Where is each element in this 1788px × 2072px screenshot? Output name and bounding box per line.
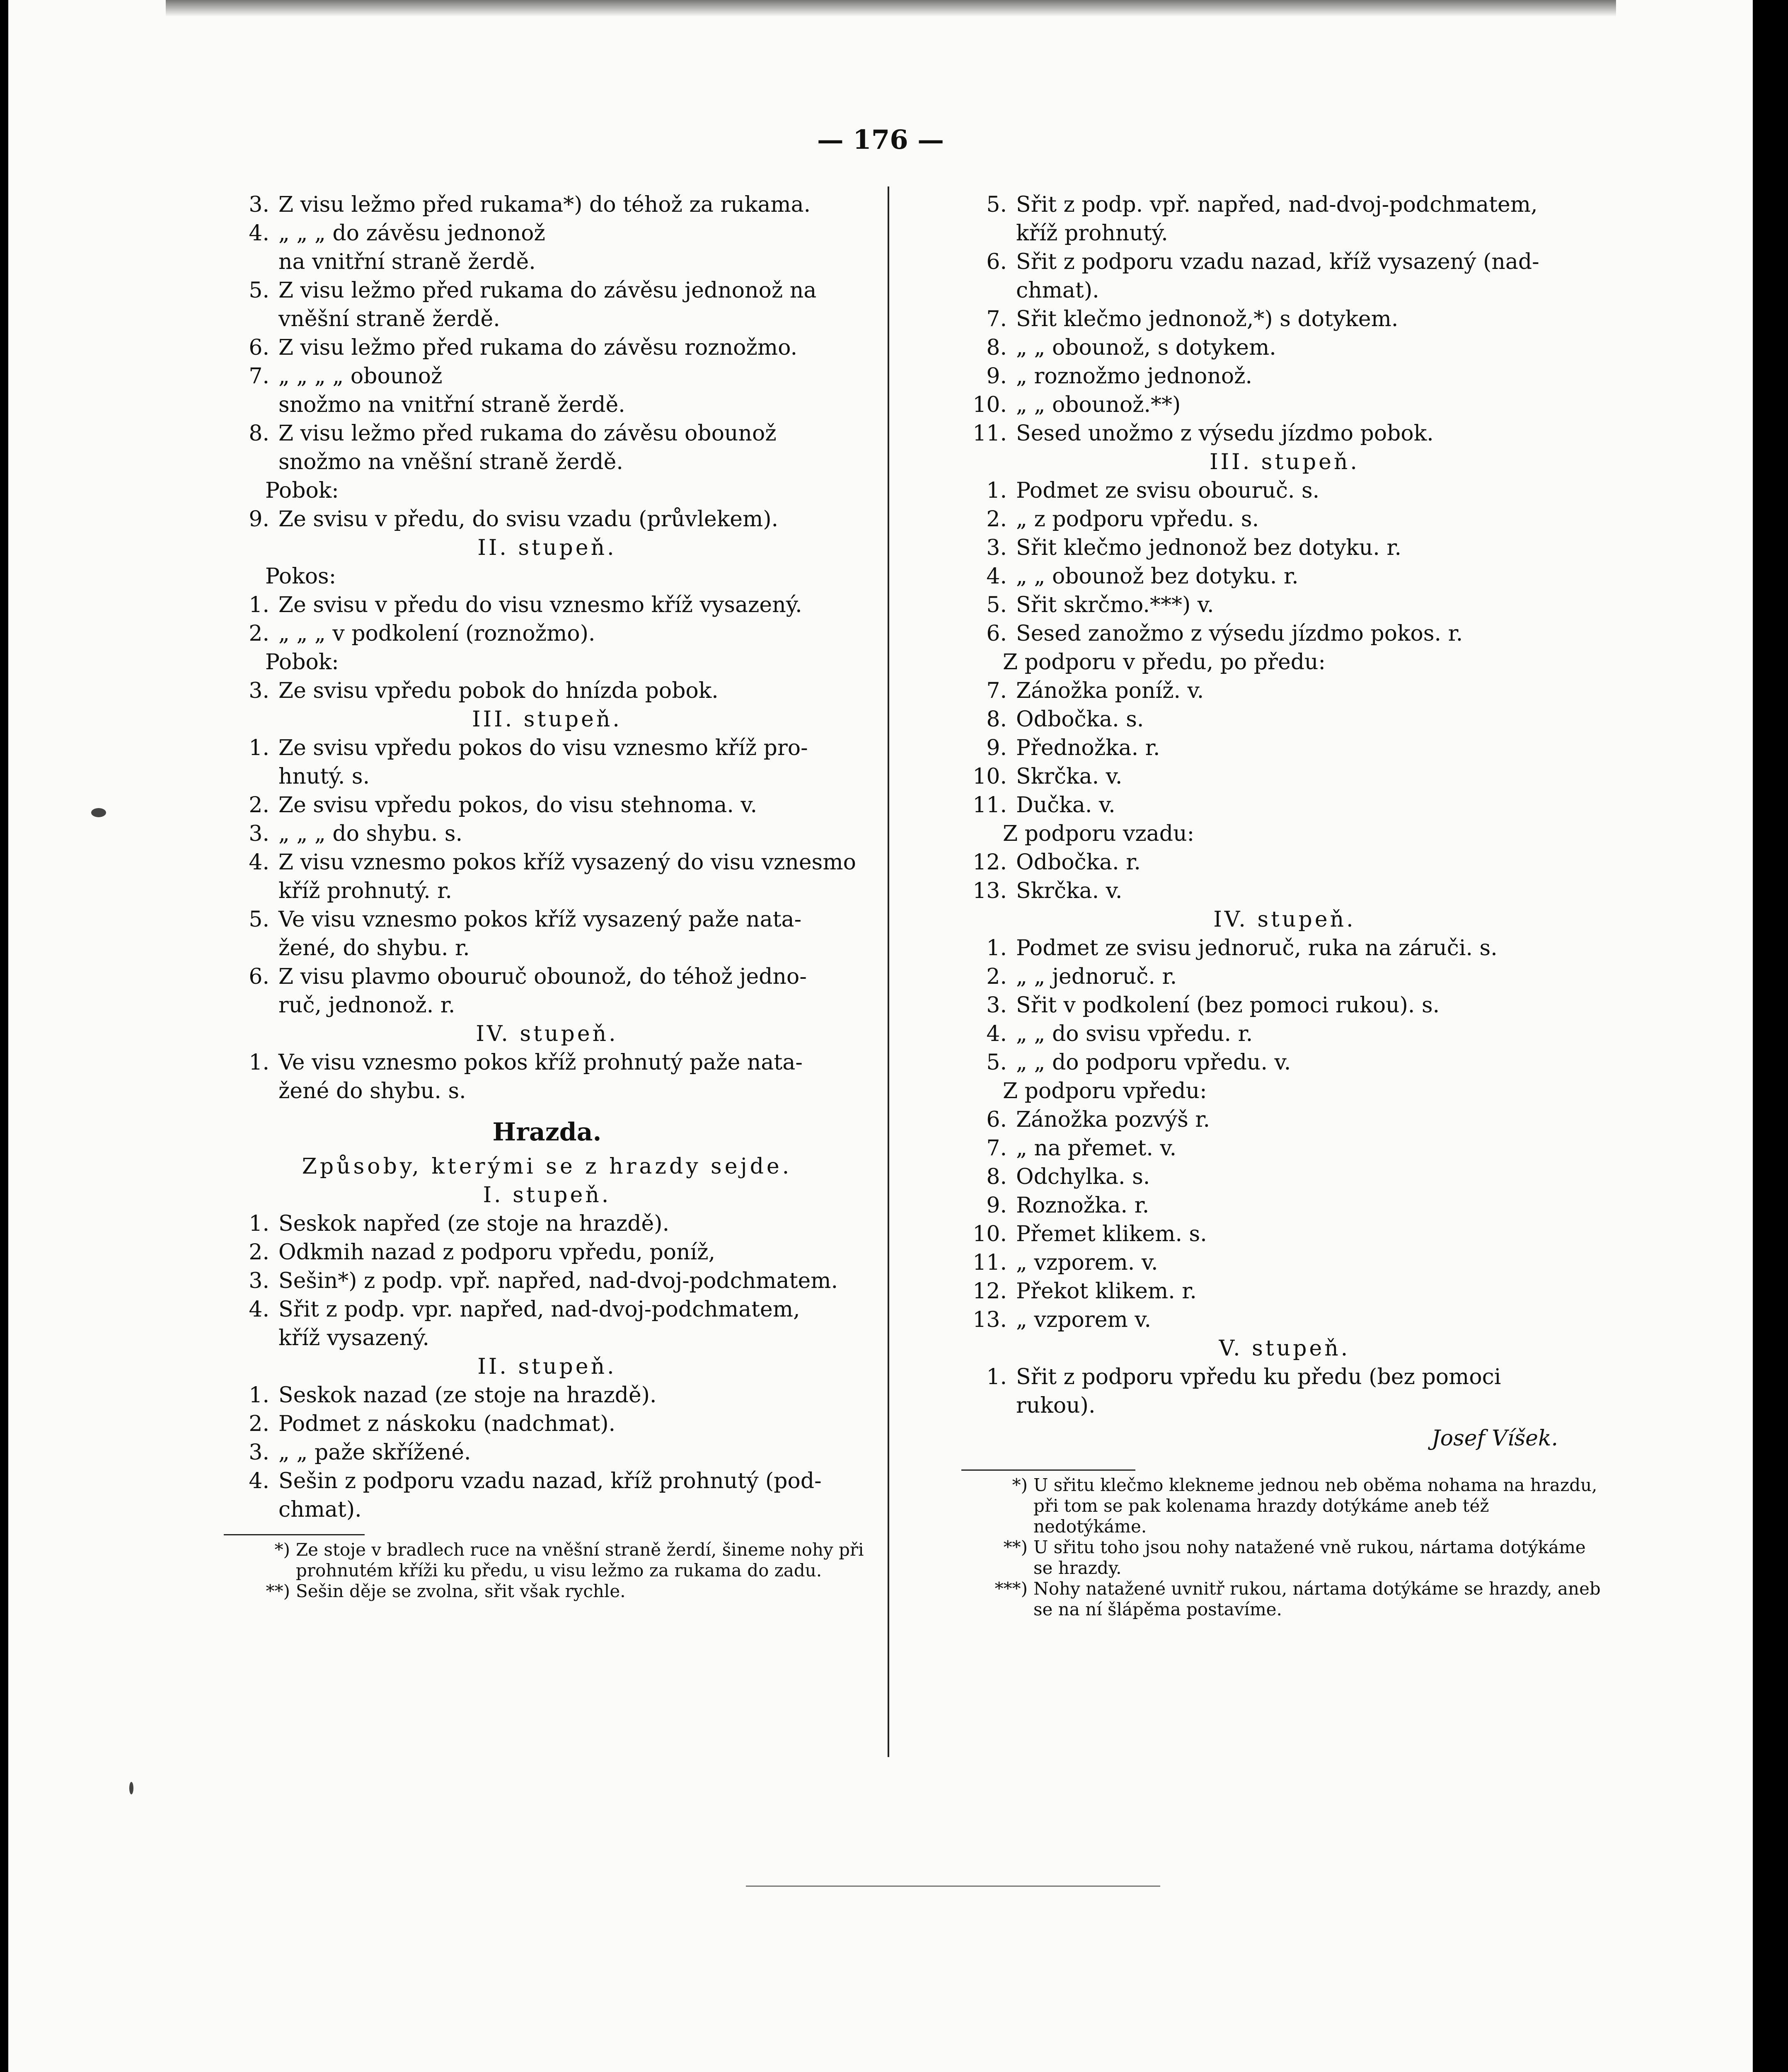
list-item [224,1410,870,1438]
ink-smudge [91,808,106,817]
item-number: 6. [986,1107,1007,1132]
item-number: 1. [249,1211,269,1236]
item-number [961,276,1016,305]
item-text: Odbočka. s. [1016,707,1144,732]
item-text: Sešin*) z podp. vpř. napřed, nad-dvoj-podchmatem. [278,1268,838,1293]
list-section [224,191,870,477]
item-text: Ze svisu v předu do visu vznesmo kříž vysazený. [278,593,802,617]
list-section [224,1048,870,1106]
footnotes [961,1475,1608,1620]
item-text: „ roznožmo jednonož. [1016,364,1253,389]
list-item [961,677,1608,705]
footnote-text: Ze stoje v bradlech ruce na vněšní straně žerdí, šineme nohy při prohnutém kříži ku předu, u visu ležmo za rukama do zadu. [296,1539,864,1581]
item-text: Podmet ze svisu jednoruč, ruka na záruči. s. [1016,936,1498,961]
section-label: Pobok: [265,650,339,675]
item-number: 2. [986,964,1007,989]
item-number: 1. [986,936,1007,961]
footnote [961,1578,1608,1620]
item-text: Skrčka. v. [1016,764,1123,789]
item-text: Ve visu vznesmo pokos kříž prohnutý paže nata- [278,1050,803,1075]
item-text: Sřit z podp. vpr. napřed, nad-dvoj-podchmatem, [278,1297,800,1322]
page [8,0,1753,2072]
item-number: 6. [986,621,1007,646]
list-section [224,677,870,705]
list-item [224,219,870,248]
item-number: 8. [986,707,1007,732]
item-text: Sešin z podporu vzadu nazad, kříž prohnutý (pod- [278,1469,822,1493]
column-divider [888,186,889,1757]
item-text: Sřit z podporu vzadu nazad, kříž vysazený (nad- [1016,249,1539,274]
item-number: 3. [986,535,1007,560]
list-item [961,734,1608,762]
item-text: chmat). [278,1497,362,1522]
list-section [961,934,1608,1077]
section-heading: III. stupeň. [1210,450,1360,474]
item-text: „ „ „ do závěsu jednonož [278,221,545,246]
item-text: Dučka. v. [1016,793,1115,818]
list-item [224,820,870,848]
item-number: 10. [973,764,1007,789]
list-item [961,1134,1608,1163]
item-number: 1. [986,478,1007,503]
footnote [224,1539,870,1581]
list-item [224,620,870,648]
item-number: 1. [249,736,269,760]
footnote-marker: *) [274,1539,290,1560]
list-item [224,991,870,1020]
list-item [961,1277,1608,1306]
item-text: Ze svisu vpředu pokos, do visu stehnoma. v. [278,793,757,818]
footnote-marker: **) [1003,1537,1028,1557]
item-text: Skrčka. v. [1016,879,1123,903]
list-item [224,1048,870,1077]
item-text: „ vzporem v. [1016,1307,1152,1332]
item-number [224,248,278,276]
item-text: „ „ paže skřížené. [278,1440,471,1465]
footnote [961,1537,1608,1578]
item-text: Odkmih nazad z podporu vpředu, poníž, [278,1240,716,1265]
item-text: „ „ obounož, s dotykem. [1016,335,1276,360]
item-text: Odbočka. r. [1016,850,1141,875]
list-item [961,219,1608,248]
item-text: Sesed unožmo z výsedu jízdmo pobok. [1016,421,1434,446]
item-number: 7. [249,364,269,389]
item-text: kříž prohnutý. [1016,221,1168,246]
item-text: Sřit klečmo jednonož,*) s dotykem. [1016,307,1398,332]
chapter-subtitle: Způsoby, kterými se z hrazdy sejde. [302,1154,792,1179]
list-section [961,191,1608,448]
item-number: 3. [986,993,1007,1018]
list-section [961,1106,1608,1334]
item-number: 1. [986,1365,1007,1389]
footnotes [224,1539,870,1602]
list-item [224,848,870,877]
item-text: hnutý. s. [278,764,370,789]
item-number: 13. [973,1307,1007,1332]
item-text: Zánožka poníž. v. [1016,678,1204,703]
list-item [961,362,1608,391]
item-text: Překot klikem. r. [1016,1279,1197,1304]
item-number [224,934,278,963]
chapter-title: Hrazda. [492,1118,602,1147]
item-number: 4. [249,1469,269,1493]
section-heading: II. stupeň. [477,1354,617,1379]
scan-edge [166,0,1616,17]
item-text: Sřit klečmo jednonož bez dotyku. r. [1016,535,1402,560]
item-text: Ve visu vznesmo pokos kříž vysazený paže nata- [278,907,802,932]
item-number: 3. [249,1440,269,1465]
item-number: 2. [249,793,269,818]
item-text: „ „ do podporu vpředu. v. [1016,1050,1291,1075]
item-number: 7. [986,678,1007,703]
item-text: Z visu ležmo před rukama do závěsu obounož [278,421,777,446]
item-number [224,991,278,1020]
item-number: 4. [249,221,269,246]
item-number [224,877,278,905]
list-item [961,477,1608,505]
item-number: 7. [986,307,1007,332]
list-item [224,191,870,219]
footnote-text: U sřitu toho jsou nohy natažené vně rukou, nártama dotýkáme se hrazdy. [1033,1537,1586,1578]
item-text: na vnitřní straně žerdě. [278,249,536,274]
item-number: 4. [249,850,269,875]
item-text: Ze svisu vpředu pokos do visu vznesmo kříž pro- [278,736,808,760]
right-column [961,191,1608,1620]
item-text: „ „ „ do shybu. s. [278,821,463,846]
footnote [224,1581,870,1602]
section-heading: IV. stupeň. [1213,907,1356,932]
list-item [961,705,1608,734]
item-number: 8. [249,421,269,446]
item-text: Z visu ležmo před rukama do závěsu jednonož na [278,278,817,303]
item-text: kříž prohnutý. r. [278,879,452,903]
footnote-text: U sřitu klečmo klekneme jednou neb oběma nohama na hrazdu, při tom se pak kolenama hrazdy dotýkáme aneb též nedotýkáme. [1033,1475,1597,1537]
list-item [224,734,870,762]
item-number: 4. [986,1021,1007,1046]
page-number: — 176 — [817,124,944,155]
list-section [224,591,870,648]
list-item [961,620,1608,648]
item-text: „ „ „ v podkolení (roznožmo). [278,621,595,646]
list-item [961,1163,1608,1191]
list-item [961,991,1608,1020]
item-number: 2. [249,1411,269,1436]
item-number: 6. [249,964,269,989]
footnote-text: Sešin děje se zvolna, sřit však rychle. [296,1581,626,1601]
item-number: 1. [249,1050,269,1075]
list-item [224,677,870,705]
list-item [224,505,870,534]
list-item [961,505,1608,534]
list-item [224,419,870,448]
item-number: 5. [249,907,269,932]
item-number: 2. [249,1240,269,1265]
list-section [961,477,1608,648]
item-text: Roznožka. r. [1016,1193,1149,1218]
list-item [224,1324,870,1353]
item-number [224,305,278,334]
list-section [961,1363,1608,1420]
list-item [961,276,1608,305]
section-label: Pokos: [265,564,336,589]
list-item [961,1392,1608,1420]
list-item [961,534,1608,562]
list-section [224,1210,870,1353]
item-number: 3. [249,821,269,846]
list-item [224,1381,870,1410]
item-number: 12. [973,850,1007,875]
item-number: 13. [973,879,1007,903]
section-heading: IV. stupeň. [476,1021,618,1046]
footnote-text: Nohy natažené uvnitř rukou, nártama dotýkáme se hrazdy, aneb se na ní šlápěma postavíme. [1033,1578,1601,1619]
list-item [224,248,870,276]
list-item [224,591,870,620]
list-item [961,419,1608,448]
item-text: „ z podporu vpředu. s. [1016,507,1259,532]
list-item [961,1363,1608,1392]
list-item [224,934,870,963]
footnote [961,1475,1608,1537]
section-label: Z podporu vzadu: [1003,821,1195,846]
item-text: Přemet klikem. s. [1016,1222,1207,1247]
item-number: 5. [249,278,269,303]
item-number: 4. [249,1297,269,1322]
item-number: 2. [986,507,1007,532]
item-text: Seskok napřed (ze stoje na hrazdě). [278,1211,670,1236]
list-item [961,1020,1608,1048]
list-item [224,1238,870,1267]
item-text: Zánožka pozvýš r. [1016,1107,1210,1132]
item-text: snožmo na vněšní straně žerdě. [278,450,623,474]
list-section [224,505,870,534]
list-item [224,905,870,934]
list-item [961,1249,1608,1277]
list-item [961,762,1608,791]
list-item [224,334,870,362]
item-number [224,448,278,477]
item-number: 12. [973,1279,1007,1304]
item-number: 9. [249,507,269,532]
item-number: 3. [249,678,269,703]
list-item [224,276,870,305]
section-label: Pobok: [265,478,339,503]
list-item [961,963,1608,991]
item-number: 9. [986,736,1007,760]
section-heading: V. stupeň. [1219,1336,1350,1361]
item-number [224,1077,278,1106]
item-number: 6. [249,335,269,360]
item-number: 2. [249,621,269,646]
item-number [224,1324,278,1353]
item-number: 4. [986,564,1007,589]
item-text: „ „ obounož.**) [1016,392,1181,417]
item-number: 8. [986,335,1007,360]
item-text: „ na přemet. v. [1016,1136,1177,1161]
item-number: 9. [986,364,1007,389]
list-item [224,1267,870,1295]
list-item [961,334,1608,362]
list-item [224,877,870,905]
list-item [224,362,870,391]
item-text: žené do shybu. s. [278,1079,466,1104]
item-text: chmat). [1016,278,1099,303]
item-text: žené, do shybu. r. [278,936,470,961]
list-item [961,877,1608,905]
item-number: 9. [986,1193,1007,1218]
list-item [961,1048,1608,1077]
item-number [961,1392,1016,1420]
item-text: Z visu vznesmo pokos kříž vysazený do visu vznesmo [278,850,856,875]
item-text: Sřit z podp. vpř. napřed, nad-dvoj-podchmatem, [1016,192,1538,217]
item-number [224,391,278,419]
item-text: Sřit v podkolení (bez pomoci rukou). s. [1016,993,1440,1018]
item-text: snožmo na vnitřní straně žerdě. [278,392,625,417]
item-text: „ „ jednoruč. r. [1016,964,1177,989]
list-item [961,305,1608,334]
footnote-marker: **) [266,1581,290,1601]
list-item [961,1106,1608,1134]
item-text: „ „ obounož bez dotyku. r. [1016,564,1299,589]
list-item [961,934,1608,963]
list-item [961,391,1608,419]
list-item [961,1306,1608,1334]
list-item [224,791,870,820]
item-text: „ „ „ „ obounož [278,364,443,389]
list-item [224,1438,870,1467]
list-item [961,791,1608,820]
list-item [224,391,870,419]
item-number: 1. [249,1383,269,1408]
author-signature: Josef Víšek. [1431,1426,1558,1451]
item-text: „ vzporem. v. [1016,1250,1158,1275]
list-section [224,734,870,1020]
item-text: Odchylka. s. [1016,1164,1150,1189]
left-column [224,191,870,1602]
item-number: 6. [986,249,1007,274]
bottom-rule [746,1886,1160,1887]
item-number: 5. [986,593,1007,617]
list-item [961,1191,1608,1220]
list-item [224,1496,870,1524]
item-text: Sřit skrčmo.***) v. [1016,593,1214,617]
list-item [224,1467,870,1496]
item-text: vněšní straně žerdě. [278,307,500,332]
item-text: Sesed zanožmo z výsedu jízdmo pokos. r. [1016,621,1463,646]
list-section [961,677,1608,820]
list-item [224,305,870,334]
item-text: Podmet ze svisu obouruč. s. [1016,478,1320,503]
item-number: 11. [973,793,1007,818]
section-label: Z podporu v předu, po předu: [1003,650,1326,675]
section-label: Z podporu vpředu: [1003,1079,1207,1104]
item-text: Z visu plavmo obouruč obounož, do téhož jedno- [278,964,807,989]
list-item [224,762,870,791]
item-number: 8. [986,1164,1007,1189]
section-heading: III. stupeň. [472,707,622,732]
item-number: 7. [986,1136,1007,1161]
section-heading: I. stupeň. [483,1183,611,1208]
item-number: 3. [249,192,269,217]
list-item [224,963,870,991]
item-number [961,219,1016,248]
item-text: Z visu ležmo před rukama do závěsu roznožmo. [278,335,798,360]
item-number: 11. [973,1250,1007,1275]
item-number: 10. [973,1222,1007,1247]
list-item [961,191,1608,219]
item-text: Sřit z podporu vpředu ku předu (bez pomoci [1016,1365,1501,1389]
list-item [224,1077,870,1106]
item-text: Přednožka. r. [1016,736,1160,760]
item-number [224,1496,278,1524]
item-text: kříž vysazený. [278,1326,430,1351]
list-section [961,848,1608,905]
footnote-rule [961,1469,1135,1471]
item-number [224,762,278,791]
item-text: rukou). [1016,1393,1096,1418]
list-section [224,1381,870,1524]
item-text: Seskok nazad (ze stoje na hrazdě). [278,1383,657,1408]
list-item [224,1295,870,1324]
section-heading: II. stupeň. [477,535,617,560]
item-number: 10. [973,392,1007,417]
list-item [224,448,870,477]
item-number: 11. [973,421,1007,446]
item-text: „ „ do svisu vpředu. r. [1016,1021,1253,1046]
item-number: 3. [249,1268,269,1293]
item-text: Podmet z náskoku (nadchmat). [278,1411,616,1436]
item-number: 1. [249,593,269,617]
item-number: 5. [986,192,1007,217]
item-number: 5. [986,1050,1007,1075]
list-item [961,591,1608,620]
list-item [961,1220,1608,1249]
item-text: Ze svisu vpředu pobok do hnízda pobok. [278,678,719,703]
list-item [961,248,1608,276]
list-item [224,1210,870,1238]
item-text: Z visu ležmo před rukama*) do téhož za rukama. [278,192,811,217]
footnote-marker: ***) [994,1578,1028,1599]
ink-smudge [129,1782,133,1794]
footnote-marker: *) [1012,1475,1028,1495]
list-item [961,848,1608,877]
item-text: Ze svisu v předu, do svisu vzadu (průvlekem). [278,507,779,532]
list-item [961,562,1608,591]
footnote-rule [224,1534,365,1535]
item-text: ruč, jednonož. r. [278,993,455,1018]
